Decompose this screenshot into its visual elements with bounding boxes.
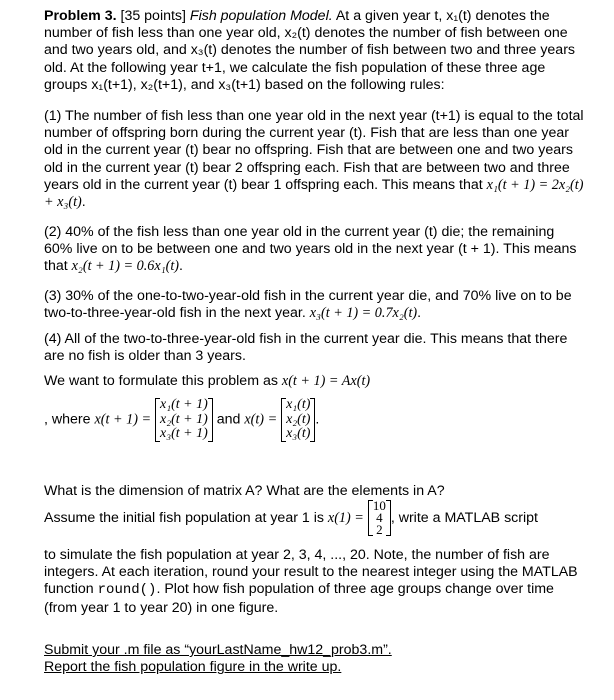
assume-text: Assume the initial fish population at year 1 is	[44, 509, 328, 526]
simulate-text-2: . Plot how fish population of three age groups change over time (from year 1 to year 20) in one figure.	[44, 581, 554, 616]
matrix2-row-1: x₁(t)	[286, 397, 311, 412]
submit-line-2: Report the fish population figure in the write up.	[44, 659, 342, 676]
initial-vector-1: 10	[372, 498, 386, 513]
formulate-paragraph	[44, 373, 584, 390]
where-and: and	[216, 411, 241, 428]
initial-vector	[368, 500, 391, 536]
simulate-paragraph	[44, 547, 584, 617]
submission-instructions	[44, 642, 584, 676]
submit-line-1: Submit your .m file as “yourLastName_hw12_prob3.m”.	[44, 642, 392, 658]
rule-1-text: (1) The number of fish less than one year old in the next year (t+1) is equal to the total number of offspring born during the current year (t). Fish that are less than one year old in the current year (t) bear no offspring. Fish that are between one and two years old in the current year (t) bear 2 offspring each. Fish that are between two and three years old in the current year (t) bear 1 offspring each. This means that	[44, 108, 584, 193]
where-lhs: x(t + 1) =	[94, 411, 152, 428]
rule-2-formula: x₂(t + 1) = 0.6x₁(t)	[71, 258, 180, 275]
matrix2-row-2: x₂(t)	[286, 411, 311, 427]
rule-3-end: .	[417, 305, 422, 322]
matrix-definition	[44, 398, 584, 442]
round-function-code: round()	[97, 582, 157, 599]
problem-points: [35 points]	[120, 8, 186, 24]
formulate-text: We want to formulate this problem as	[44, 373, 282, 389]
initial-vector-2: 4	[376, 510, 383, 525]
where-lhs2: x(t) =	[244, 411, 278, 428]
matrix1-row-1: x₁(t + 1)	[160, 397, 208, 412]
rule-1-paragraph	[44, 108, 584, 211]
formulate-formula: x(t + 1) = Ax(t)	[281, 373, 371, 389]
where-prefix: , where	[44, 411, 95, 428]
assume-paragraph	[44, 500, 584, 536]
matrix1-row-3: x₃(t + 1)	[160, 426, 208, 441]
assume-formula: x(1) =	[327, 509, 364, 526]
problem-intro-paragraph	[44, 8, 584, 94]
problem-title: Fish population Model.	[189, 8, 333, 24]
rule-2-text: (2) 40% of the fish less than one year old in the current year (t) die; the remaining 60% live on to be between one and two years old in the next year (t + 1). This means that	[44, 224, 577, 275]
question-paragraph	[44, 483, 584, 500]
question-text: What is the dimension of matrix A? What are the elements in A?	[44, 483, 445, 499]
rule-2-end: .	[179, 258, 183, 275]
simulate-text-1: to simulate the fish population at year 2, 3, 4, ..., 20. Note, the number of fish are integers. At each iteration, round your result to the nearest integer using the MATLAB function	[44, 547, 578, 598]
rule-1-formula: x₁(t + 1) = 2x₂(t) + x₃(t)	[44, 176, 584, 211]
rule-3-text: (3) 30% of the one-to-two-year-old fish in the current year die, and 70% live on to be two-to-three-year-old fish in the next year.	[44, 288, 572, 322]
x-next-matrix	[155, 398, 213, 442]
rule-2-paragraph	[44, 224, 584, 276]
rule-3-paragraph	[44, 288, 584, 322]
rule-4-text: (4) All of the two-to-three-year-old fish in the current year die. This means that there are no fish is older than 3 years.	[44, 331, 568, 365]
assume-after: , write a MATLAB script	[390, 509, 538, 526]
initial-vector-3: 2	[376, 522, 383, 537]
rule-4-paragraph	[44, 331, 584, 365]
where-end: .	[315, 411, 320, 428]
problem-label: Problem 3.	[44, 8, 117, 24]
x-current-matrix	[281, 398, 315, 442]
matrix2-row-3: x₃(t)	[286, 426, 311, 441]
rule-3-formula: x₃(t + 1) = 0.7x₂(t)	[309, 305, 418, 322]
matrix1-row-2: x₂(t + 1)	[160, 411, 208, 427]
problem-intro-text: At a given year t, x₁(t) denotes the number of fish less than one year old, x₂(t) denotes the number of fish between one and two years old, and x₃(t) denotes the number of fish between two and three years old. At the following year t+1, we calculate the fish population of these three age groups x₁(t+1), x₂(t+1), and x₃(t+1) based on the following rules:	[44, 8, 576, 93]
rule-1-end: .	[81, 194, 86, 211]
